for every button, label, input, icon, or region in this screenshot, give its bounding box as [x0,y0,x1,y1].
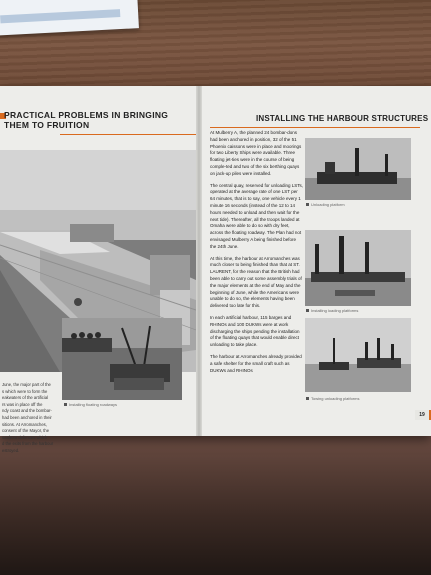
left-text-line: rs was in place off the [2,401,43,407]
booklet-gutter [196,86,202,436]
left-text-line: ndy coast and the bombar- [2,408,52,414]
left-text-line: d the exits from the harbour [2,441,54,447]
caption-bullet-icon [306,309,309,312]
left-title-line1: PRACTICAL PROBLEMS IN BRINGING [4,110,169,120]
left-text-line: June, the major part of the [2,382,51,387]
floating-roadway-photo [62,318,182,400]
left-text-line: s which were to form the [2,388,48,394]
right-page-title: INSTALLING THE HARBOUR STRUCTURES [256,114,429,123]
left-text-line: consent of the Mayor, the [2,428,50,434]
right-paragraph: At Mulberry A, the planned 24 bombar-dons had been anchored in position, 32 of the 51 Phoenix caissons were in place and moorings for two Liberty Ships were available. Three floating jet-ties were in the course of being comple-ted and two of the six berthing quays on jack-up piles were installed. [210,130,302,176]
caption-bullet-icon [306,397,309,400]
left-text-line: eakwaters of the artificial [2,395,49,401]
right-caption-2: Installing loading platforms [306,308,358,313]
left-page-text [2,382,60,455]
right-caption-3: Towing unloading platforms [306,396,359,401]
towing-platform-photo [305,318,411,392]
open-booklet [0,86,431,453]
right-title-rule [210,127,420,128]
left-title-line2: THEM TO FRUITION [4,120,90,130]
left-text-line: estroyed. [2,447,20,453]
caption-bullet-icon [64,403,67,406]
left-text-line: seafront defences which [2,434,48,440]
left-page-title [4,110,194,130]
caption-bullet-icon [306,203,309,206]
table-surface [0,430,431,575]
right-paragraph: The harbour at Arromanches already provided a safe shelter for the small craft such as DUKWs and RHINOs [210,353,302,373]
right-caption-1: Unloading platform [306,202,345,207]
loading-platform-photo [305,230,411,306]
left-text-line: sitions. At Arromanches, [2,421,47,427]
left-text-line: had been anchored in their [2,414,52,420]
right-page-text [210,130,303,379]
right-paragraph: In each artificial harbour, 115 barges and RHINOs and 100 DUKWs were at work discharging the ships pending the installation of the floating quays that would enable direct unloading to take place. [210,314,300,348]
right-paragraph: At this time, the harbour at Arromanches was much closer to being finished than that at ST. LAURENT, for the reason that the British had been able to carry out some assembly trials of the major elements at the end of May and the beginning of June, while the Americans were unable to do so, the elements having been delivered too late for this. [210,255,302,309]
unloading-platform-photo [305,138,411,200]
right-paragraph: The central quay, reserved for unloading LSTs, operated at the average rate of one LST per 64 minutes, that is to say, one vehicle every 1 minute 16 seconds (instead of the 12 to 14 hours needed to unload and then wait for the next tide). Thereafter, all the troops landed at Omaha were able to do so with dry feet, across the floating roadway. The Plan had not envisaged Mulberry A being finished before the 24th June. [210,182,303,249]
page-number: 19 [415,410,429,420]
left-title-rule [60,134,196,135]
left-photo-caption: Installing floating roadways [64,402,117,407]
